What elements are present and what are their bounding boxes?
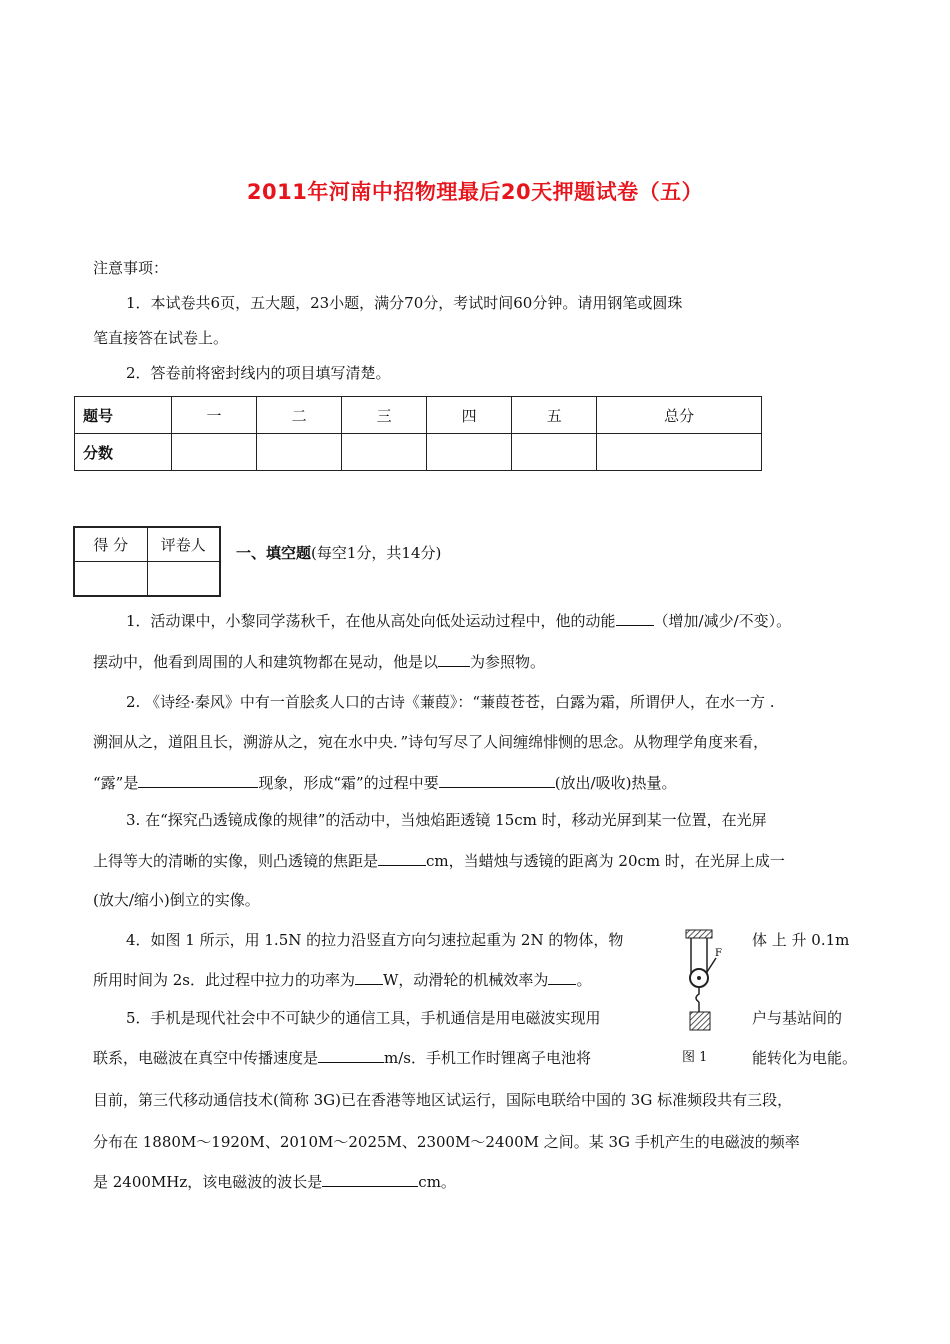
question-1-line-1 bbox=[126, 611, 791, 631]
question-1-line-2 bbox=[93, 652, 545, 672]
grader-table bbox=[73, 526, 221, 597]
score-row-label: 分数 bbox=[75, 434, 172, 471]
notice-item-1: 1．本试卷共6页，五大题，23小题，满分70分，考试时间60分钟。请用钢笔或圆珠 bbox=[126, 294, 683, 312]
weight-block-icon bbox=[690, 1012, 710, 1030]
score-table-label: 题号 bbox=[75, 397, 172, 434]
score-table-header-row bbox=[75, 397, 762, 434]
page-title: 2011年河南中招物理最后20天押题试卷（五） bbox=[246, 180, 704, 204]
question-1-text: 为参照物。 bbox=[470, 653, 546, 671]
score-table-score-row bbox=[75, 434, 762, 471]
question-3-line-3: (放大/缩小)倒立的实像。 bbox=[93, 891, 260, 909]
question-1-text: 摆动中，他看到周围的人和建筑物都在晃动，他是以 bbox=[93, 653, 439, 671]
answer-blank[interactable] bbox=[438, 652, 470, 667]
score-cell[interactable] bbox=[597, 434, 762, 471]
section-1-note: (每空1分，共14分) bbox=[311, 544, 442, 562]
pulley-axle-icon bbox=[697, 976, 701, 980]
question-4-text: W，动滑轮的机械效率为 bbox=[383, 971, 549, 989]
notice-item-2: 2．答卷前将密封线内的项目填写清楚。 bbox=[126, 364, 391, 382]
question-5-text: 是 2400MHz，该电磁波的波长是 bbox=[93, 1173, 323, 1191]
question-4-line-1-right: 体 上 升 0.1m bbox=[752, 931, 850, 949]
question-5-line-1: 5．手机是现代社会中不可缺少的通信工具，手机通信是用电磁波实现用 bbox=[126, 1009, 601, 1027]
question-3-line-1: 3. 在“探究凸透镜成像的规律”的活动中，当烛焰距透镜 15cm 时，移动光屏到某一位置，在光屏 bbox=[126, 811, 767, 829]
hook-icon bbox=[696, 987, 699, 1002]
question-1-text: 1．活动课中，小黎同学荡秋千，在他从高处向低处运动过程中，他的动能 bbox=[126, 612, 616, 630]
answer-blank[interactable] bbox=[439, 773, 555, 788]
notice-item-1-cont: 笔直接答在试卷上。 bbox=[93, 329, 229, 347]
answer-blank[interactable] bbox=[322, 1172, 418, 1187]
question-5-text: m/s．手机工作时锂离子电池将 bbox=[384, 1049, 591, 1067]
answer-blank[interactable] bbox=[548, 970, 576, 985]
question-2-text: “露”是 bbox=[93, 774, 139, 792]
grader-name-label: 评卷人 bbox=[147, 527, 220, 562]
question-4-line-1: 4．如图 1 所示，用 1.5N 的拉力沿竖直方向匀速拉起重为 2N 的物体，物 bbox=[126, 931, 624, 949]
score-cell[interactable] bbox=[427, 434, 512, 471]
question-5-line-2-right: 能转化为电能。 bbox=[752, 1049, 858, 1067]
force-label: F bbox=[715, 948, 722, 959]
score-col-1: 一 bbox=[172, 397, 257, 434]
question-5-line-3: 目前，第三代移动通信技术(简称 3G)已在香港等地区试运行，国际电联给中国的 3G 标准频段共有三段， bbox=[93, 1091, 793, 1109]
question-3-text: 上得等大的清晰的实像，则凸透镜的焦距是 bbox=[93, 852, 379, 870]
score-col-4: 四 bbox=[427, 397, 512, 434]
score-cell[interactable] bbox=[257, 434, 342, 471]
question-3-text: cm，当蜡烛与透镜的距离为 20cm 时，在光屏上成一 bbox=[426, 852, 785, 870]
score-col-3: 三 bbox=[342, 397, 427, 434]
answer-blank[interactable] bbox=[355, 970, 383, 985]
question-4-text: 所用时间为 2s．此过程中拉力的功率为 bbox=[93, 971, 356, 989]
question-5-text: 联系，电磁波在真空中传播速度是 bbox=[93, 1049, 319, 1067]
question-5-line-2 bbox=[93, 1048, 591, 1068]
question-2-text: 现象，形成“霜”的过程中要 bbox=[258, 774, 439, 792]
question-4-text: 。 bbox=[576, 971, 592, 989]
score-col-5: 五 bbox=[512, 397, 597, 434]
notice-heading: 注意事项： bbox=[93, 259, 169, 277]
score-cell[interactable] bbox=[172, 434, 257, 471]
question-2-line-3 bbox=[93, 773, 676, 793]
question-2-line-2: 溯洄从之，道阻且长，溯游从之，宛在水中央．”诗句写尽了人间缠绵悱恻的思念。从物理学角度来看， bbox=[93, 733, 769, 751]
score-col-2: 二 bbox=[257, 397, 342, 434]
ceiling-hatch-icon bbox=[686, 930, 712, 938]
answer-blank[interactable] bbox=[378, 851, 426, 866]
figure-caption: 图 1 bbox=[682, 1050, 708, 1065]
question-4-line-2 bbox=[93, 970, 591, 990]
score-table bbox=[74, 396, 762, 471]
grader-score-label: 得 分 bbox=[74, 527, 147, 562]
question-2-options: (放出/吸收)热量。 bbox=[554, 774, 677, 792]
question-1-options: （增加/减少/不变）。 bbox=[653, 612, 792, 630]
question-5-text: cm。 bbox=[418, 1173, 456, 1191]
question-5-line-1-right: 户与基站间的 bbox=[752, 1009, 843, 1027]
score-cell[interactable] bbox=[512, 434, 597, 471]
answer-blank[interactable] bbox=[138, 773, 258, 788]
grader-score-cell[interactable] bbox=[74, 562, 147, 597]
question-5-line-5 bbox=[93, 1172, 456, 1192]
pull-rope bbox=[707, 958, 716, 972]
answer-blank[interactable] bbox=[318, 1048, 384, 1063]
question-2-line-1: 2. 《诗经·秦风》中有一首脍炙人口的古诗《蒹葭》：“蒹葭苍苍，白露为霜，所谓伊人，在水一方 . bbox=[126, 693, 775, 711]
grader-name-cell[interactable] bbox=[147, 562, 220, 597]
section-1-title: 一、填空题 bbox=[236, 544, 312, 562]
section-1-heading bbox=[236, 543, 441, 563]
score-col-total: 总分 bbox=[597, 397, 762, 434]
question-3-line-2 bbox=[93, 851, 785, 871]
question-5-line-4: 分布在 1880M～1920M、2010M～2025M、2300M～2400M 之间。某 3G 手机产生的电磁波的频率 bbox=[93, 1133, 800, 1151]
score-cell[interactable] bbox=[342, 434, 427, 471]
answer-blank[interactable] bbox=[616, 611, 654, 626]
pulley-figure bbox=[680, 928, 730, 1038]
